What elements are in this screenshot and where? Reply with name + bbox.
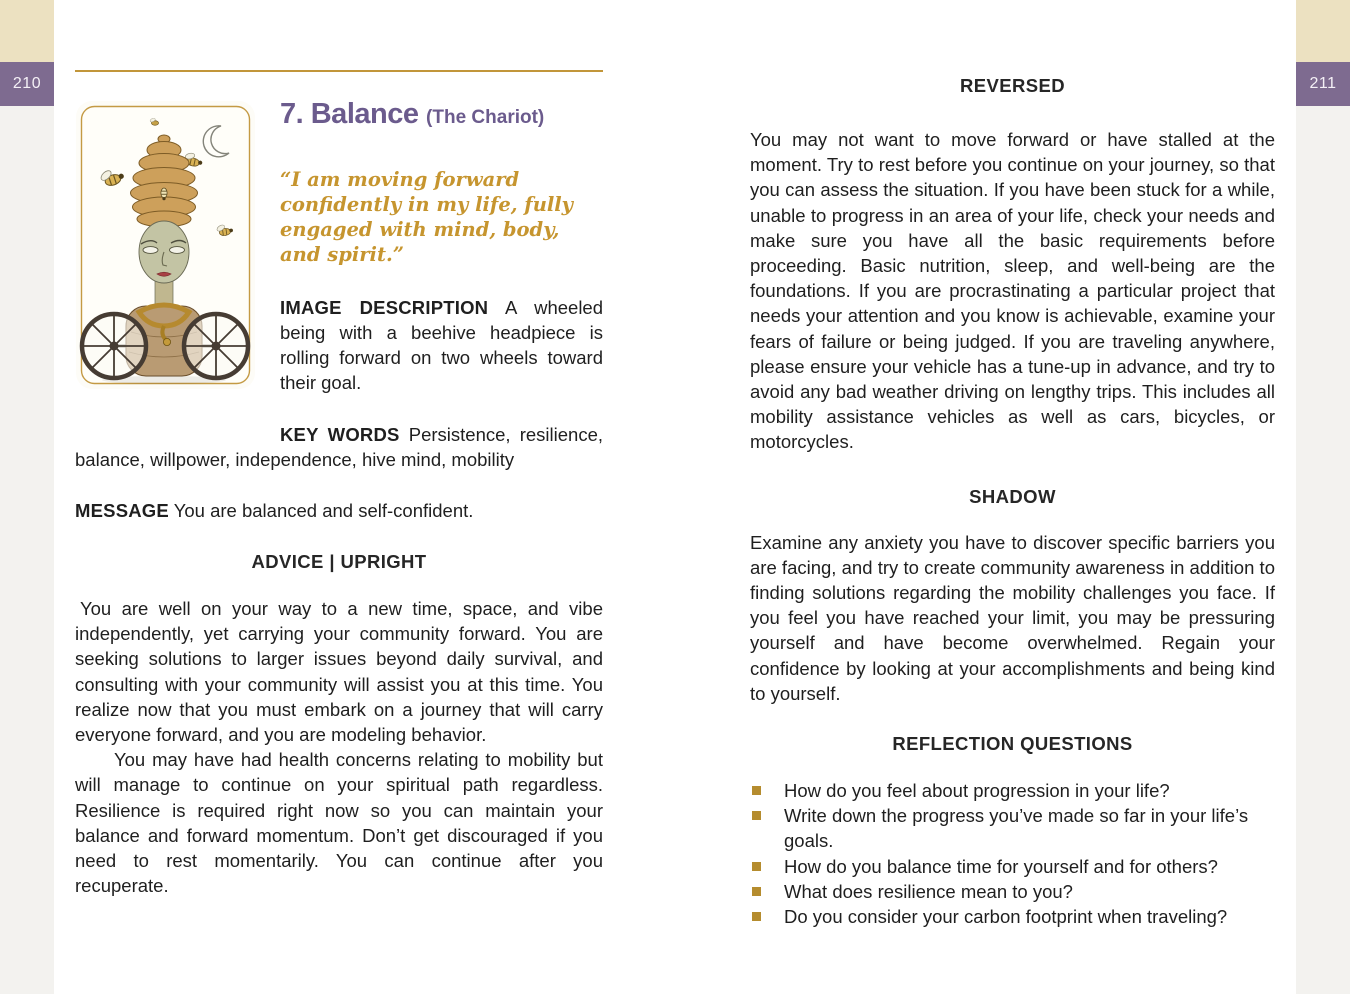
page-tab-right <box>1296 62 1350 106</box>
image-description <box>280 295 603 395</box>
key-words-text: Persistence, resilience, balance, willpower, independence, hive mind, mobility <box>75 424 603 470</box>
shadow-paragraph: Examine any anxiety you have to discover specific barriers you are facing, and try to create community awareness in addition to finding solutions regarding the mobility challenges you face. If you feel you have reached your limit, you may be pressuring yourself and have become overwhelmed. Regain your confidence by looking at your accomplishments and being kind to yourself. <box>750 531 1275 704</box>
advice-upright-heading: ADVICE | UPRIGHT <box>251 551 427 572</box>
card-subtitle: (The Chariot) <box>426 107 545 128</box>
key-words-label: KEY WORDS <box>280 424 400 445</box>
right-book-edge <box>1296 0 1350 994</box>
reflection-question: Write down the progress you’ve made so far in your life’s goals. <box>750 803 1275 853</box>
wheel-icon <box>82 314 146 378</box>
tarot-card <box>75 100 256 390</box>
card-title: 7. Balance <box>280 98 419 130</box>
reflection-question: Do you consider your carbon footprint when traveling? <box>750 904 1275 929</box>
page-title <box>280 98 603 134</box>
page-number-right: 211 <box>1309 75 1337 92</box>
advice-paragraph-1: You are well on your way to a new time, space, and vibe independently, yet carrying your community forward. You are seeking solutions to larger issues beyond daily survival, and consulting with your community will assist you at this time. You realize now that you must embark on a journey that will carry everyone forward, and you are modeling behavior. <box>75 598 603 746</box>
reflection-questions-list <box>750 778 1275 929</box>
image-description-label: IMAGE DESCRIPTION <box>280 297 489 318</box>
wheel-icon <box>184 314 248 378</box>
reflection-question: How do you balance time for yourself and for others? <box>750 854 1275 879</box>
tarot-card-illustration <box>75 100 256 390</box>
message-line <box>75 498 603 523</box>
key-words <box>75 422 603 472</box>
card-title-block <box>280 72 603 395</box>
right-edge-cream-band <box>1296 0 1350 62</box>
reversed-heading: REVERSED <box>960 75 1065 96</box>
shadow-heading: SHADOW <box>969 485 1056 507</box>
reversed-paragraph: You may not want to move forward or have stalled at the moment. Try to rest before you continue on your journey, so that you can assess the situation. If you have been stuck for a while, unable to progress in an area of your life, check your needs and make sure you have all the basic requirements before proceeding. Basic nutrition, sleep, and well-being are the foundations. If you are procrastinating a particular project that needs your attention and you know is achievable, examine your fears of failure or being judged. If you are traveling anywhere, please ensure your vehicle has a tune-up in advance, and try to avoid any bad weather driving on lengthy trips. This includes all mobility assistance vehicles as well as cars, bicycles, or motorcycles. <box>750 129 1275 453</box>
right-page <box>750 0 1275 929</box>
left-page <box>0 0 603 898</box>
image-description-text: A wheeled being with a beehive headpiece is rolling forward on two wheels toward their goal. <box>280 297 604 393</box>
affirmation-quote: “I am moving forward confidently in my life, fully engaged with mind, body, and spirit.” <box>280 168 574 266</box>
reflection-questions-heading: REFLECTION QUESTIONS <box>892 733 1133 755</box>
message-label: MESSAGE <box>75 500 169 521</box>
reflection-question: How do you feel about progression in your life? <box>750 778 1275 803</box>
reflection-question: What does resilience mean to you? <box>750 879 1275 904</box>
page-number-left: 210 <box>12 75 42 92</box>
advice-paragraph-2: You may have had health concerns relating to mobility but will manage to continue on your spiritual path regardless. Resilience is required right now so you can maintain your balance and forward momentum. Don’t get discouraged if you need to rest momentarily. You can continue after you recuperate. <box>75 749 603 897</box>
message-text: You are balanced and self-confident. <box>173 500 474 521</box>
